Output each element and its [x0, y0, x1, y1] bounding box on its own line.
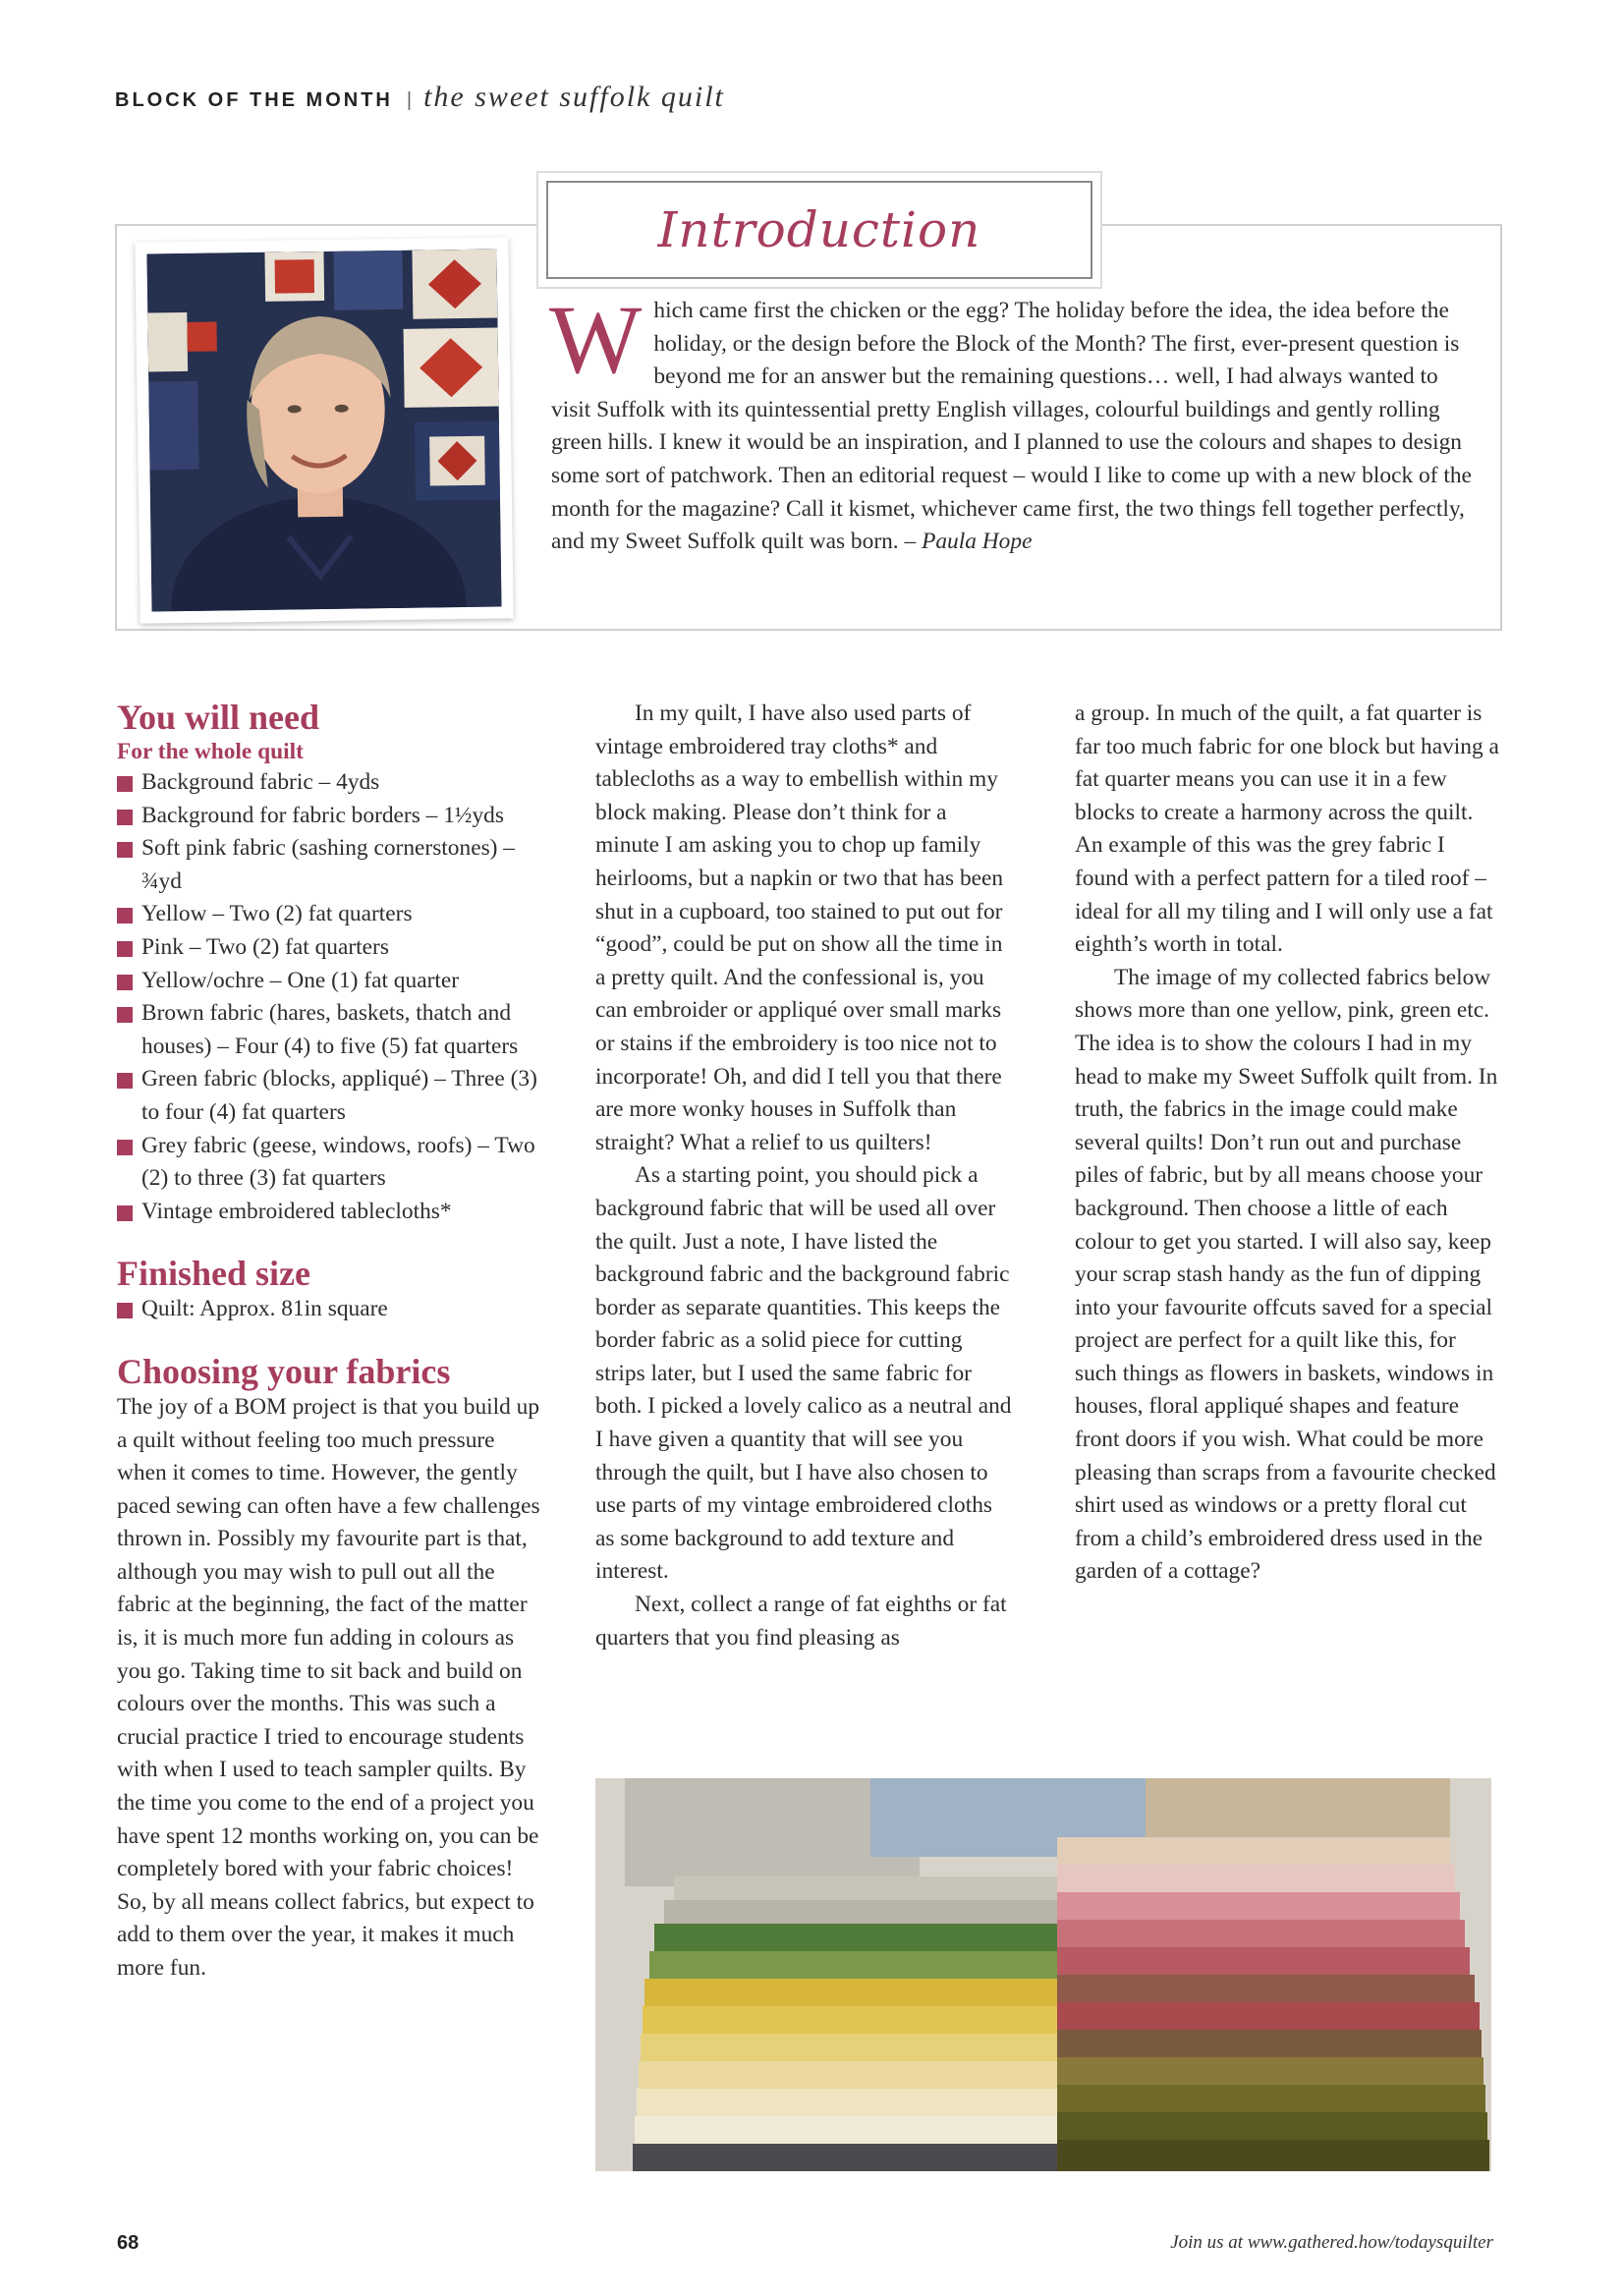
intro-body — [549, 285, 1473, 559]
you-will-need-heading: You will need — [117, 698, 320, 737]
whole-quilt-subheading: For the whole quilt — [117, 739, 304, 764]
header-separator: | — [406, 89, 413, 111]
column-3 — [1075, 698, 1499, 1589]
list-item: Pink – Two (2) fat quarters — [117, 931, 545, 965]
list-item: Background fabric – 4yds — [117, 766, 545, 800]
finished-size-heading: Finished size — [117, 1254, 311, 1294]
choosing-paragraph: The joy of a BOM project is that you build up a quilt without feeling too much pressure when it comes to time. However, the gently paced sewing can often have a few challenges thrown in. Possibly my favourite part is that, although you may wish to pull out all the fabric at the beginning, the fact of the matter is, it is much more fun adding in colours as you go. Taking time to sit back and build on colours over the months. This was such a crucial practice I tried to encourage students with when I used to teach sampler quilts. By the time you come to the end of a project you have spent 12 months working on, you can be completely bored with your fabric choices! So, by all means collect fabrics, but expect to add to them over the year, it makes it much more fun. — [117, 1393, 540, 1981]
body-paragraph: a group. In much of the quilt, a fat quarter is far too much fabric for one block but having a fat quarter means you can use it in a few blocks to create a harmony across the quilt. An example of this was the grey fabric I found with a perfect pattern for a tiled roof – ideal for all my tiling and I will only use a fat eighth’s worth in total. — [1075, 700, 1499, 958]
fabric-stack-photo — [595, 1778, 1491, 2171]
list-item: Quilt: Approx. 81in square — [117, 1293, 545, 1326]
body-paragraph: The image of my collected fabrics below shows more than one yellow, pink, green etc. The idea is to show the colours I had in my head to make my Sweet Suffolk quilt from. In truth, the fabrics in the image could make several quilts! Don’t run out and purchase piles of fabric, but by all means choose your background. Then choose a little of each colour to get you started. I will also say, keep your scrap stash handy as the fun of dipping into your favourite offcuts saved for a special project are perfect for a quilt like this, for such things as flowers in baskets, windows in houses, floral appliqué shapes and feature front doors if you wish. What could be more pleasing than scraps from a favourite checked shirt used as windows or a pretty floral cut from a child’s embroidered dress used in the garden of a cottage? — [1075, 964, 1498, 1585]
body-paragraph: In my quilt, I have also used parts of vintage embroidered tray cloths* and tablecloths as a way to embellish within my block making. Please don’t think for a minute I am asking you to chop up family heirlooms, but a napkin or two that has been shut in a cupboard, too stained to put out for “good”, could be put on show all the time in a pretty quilt. And the confessional is, you can embroider or appliqué over small marks or stains if the embroidery is too nice not to incorporate! Oh, and did I tell you that there are more wonky houses in Suffolk than straight? What a relief to us quilters! — [595, 700, 1004, 1155]
list-item: Yellow – Two (2) fat quarters — [117, 898, 545, 931]
list-item: Background for fabric borders – 1½yds — [117, 800, 545, 833]
column-1 — [117, 698, 545, 1986]
author-portrait-image — [146, 250, 501, 612]
page-number: 68 — [117, 2232, 140, 2254]
fabric-stack-image — [595, 1778, 1491, 2171]
running-header — [115, 81, 725, 114]
list-item: Soft pink fabric (sashing cornerstones) – ¾yd — [117, 832, 545, 898]
list-item: Vintage embroidered tablecloths* — [117, 1196, 545, 1229]
list-item: Green fabric (blocks, appliqué) – Three (3) to four (4) fat quarters — [117, 1063, 545, 1129]
column-2 — [595, 698, 1016, 1654]
finished-size-list — [117, 1293, 545, 1326]
article-title: the sweet suffolk quilt — [423, 81, 725, 113]
list-item: Grey fabric (geese, windows, roofs) – Two (2) to three (3) fat quarters — [117, 1130, 545, 1196]
section-kicker: BLOCK OF THE MONTH — [115, 89, 393, 111]
intro-title: Introduction — [657, 201, 981, 258]
materials-list — [117, 766, 545, 1228]
intro-title-frame — [546, 181, 1092, 279]
intro-author: Paula Hope — [922, 529, 1033, 555]
body-paragraph: As a starting point, you should pick a background fabric that will be used all over the quilt. Just a note, I have listed the background fabric and the background fabric border as separate quantities. This keeps the border fabric as a solid piece for cutting strips later, but I used the same fabric for both. I picked a lovely calico as a neutral and I have given a quantity that will see you through the quilt, but I have also chosen to use parts of my vintage embroidered cloths as some background to add texture and interest. — [595, 1162, 1012, 1585]
author-photo — [135, 237, 513, 623]
drop-cap: W — [549, 285, 643, 394]
body-paragraph: Next, collect a range of fat eighths or fat quarters that you find pleasing as — [595, 1592, 1007, 1651]
intro-paragraph: hich came first the chicken or the egg? The holiday before the idea, the idea before the holiday, or the design before the Block of the Month? The first, ever-present question is beyond me for an answer but the remaining questions… well, I had always wanted to visit Suffolk with its quintessential pretty English villages, colourful buildings and gently rolling green hills. I knew it would be an inspiration, and I planned to use the colours and shapes to design some sort of patchwork. Then an editorial request – would I like to come up with a new block of the month for the magazine? Call it kismet, whichever came first, the two things fell together perfectly, and my Sweet Suffolk quilt was born. – — [551, 298, 1472, 555]
list-item: Yellow/ochre – One (1) fat quarter — [117, 965, 545, 998]
footer-url: Join us at www.gathered.how/todaysquilter — [1170, 2232, 1493, 2253]
choosing-fabrics-heading: Choosing your fabrics — [117, 1351, 451, 1391]
list-item: Brown fabric (hares, baskets, thatch and houses) – Four (4) to five (5) fat quarters — [117, 997, 545, 1063]
